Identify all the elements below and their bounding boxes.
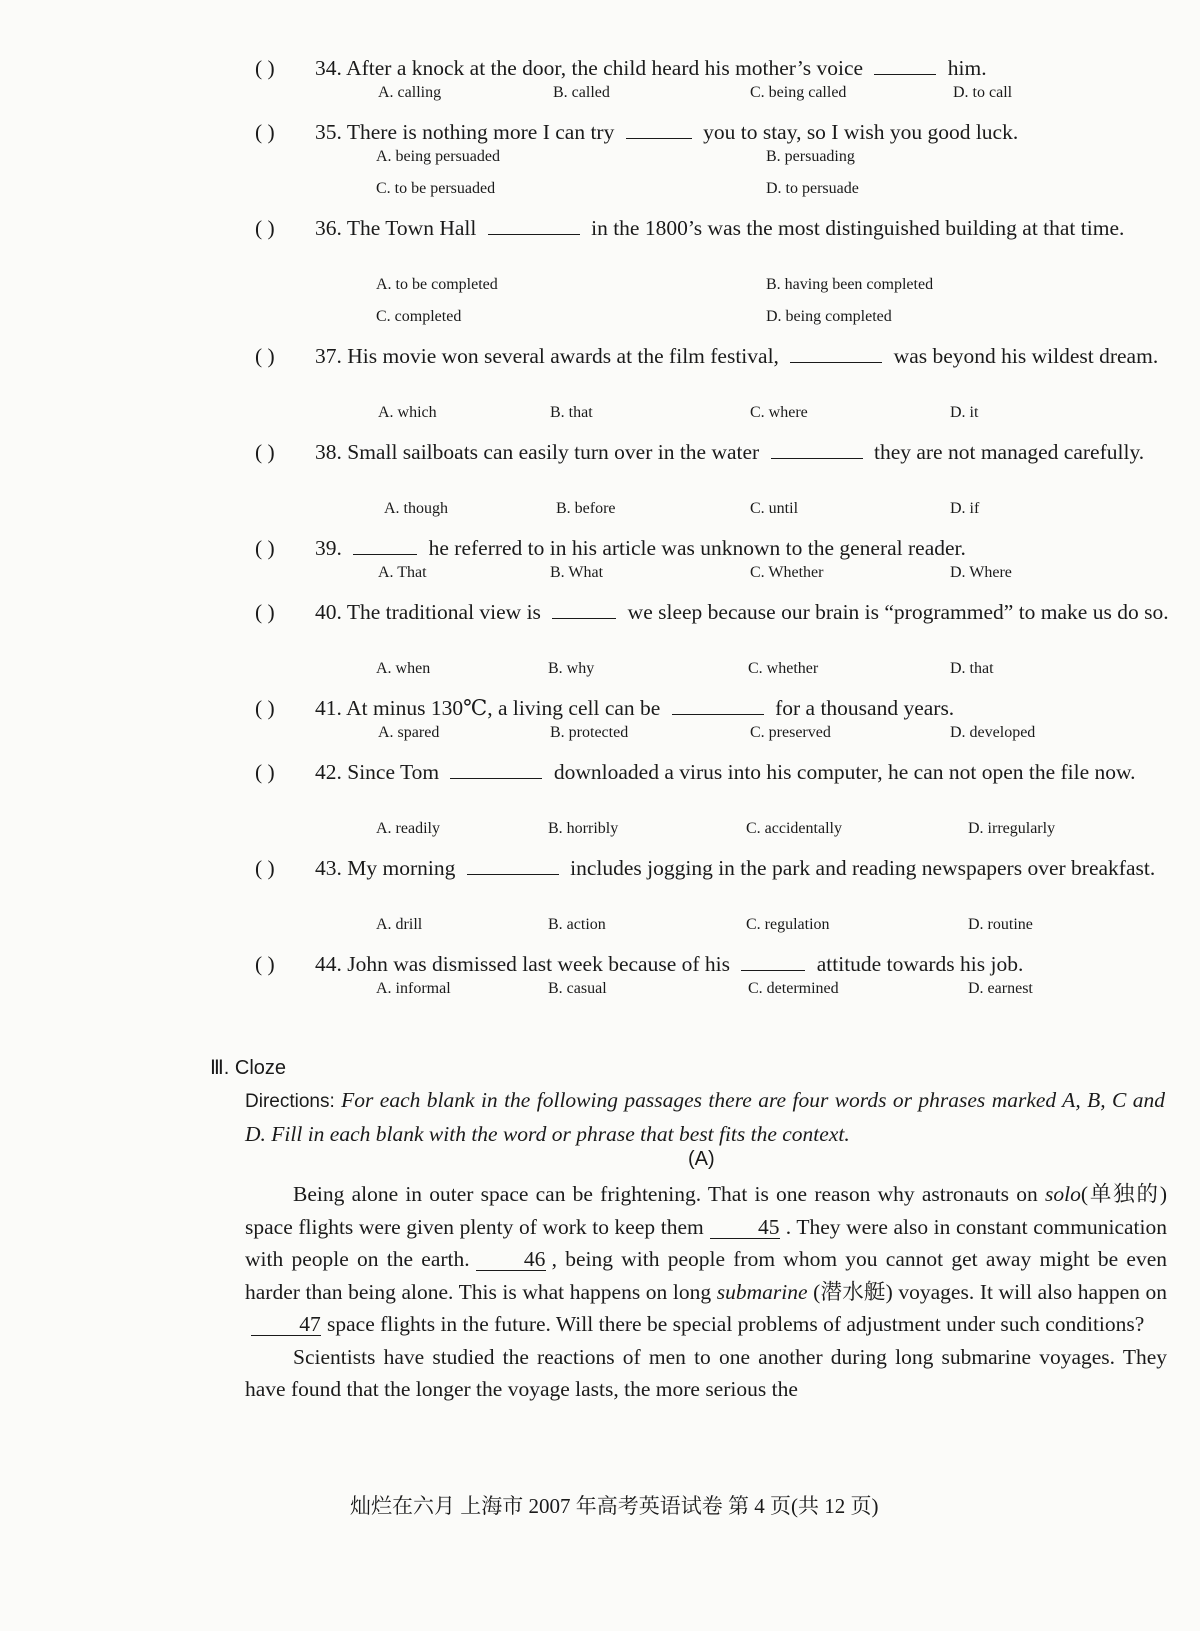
option-a[interactable]: A. which	[378, 404, 437, 421]
option-b[interactable]: B. before	[556, 500, 616, 517]
option-d[interactable]: D. if	[950, 500, 980, 517]
section-title	[210, 1055, 286, 1080]
option-c[interactable]: C. preserved	[750, 724, 831, 741]
paragraph-1: Being alone in outer space can be frightening. That is one reason why astronauts on solo(单独的) space flights were given plenty of work to keep them 45 . They were also in constant communication with people on the earth. 46 , being with people from whom you cannot get away might be even harder than being alone. This is what happens on long submarine (潜水艇) voyages. It will also happen on47 space flights in the future. Will there be special problems of adjustment under such conditions?	[245, 1182, 1167, 1336]
directions-label: Directions:	[245, 1091, 335, 1112]
question-number: 42.	[315, 760, 342, 784]
option-a[interactable]: A. calling	[378, 84, 442, 101]
option-c[interactable]: C. determined	[748, 980, 839, 997]
option-a[interactable]: A. being persuaded	[376, 148, 500, 165]
option-c[interactable]: C. Whether	[750, 564, 824, 581]
option-a[interactable]: A. readily	[376, 820, 440, 837]
question-number: 40.	[315, 600, 342, 624]
question-41	[255, 692, 1175, 724]
passage-label: (A)	[688, 1148, 715, 1170]
option-a[interactable]: A. when	[376, 660, 431, 677]
question-number: 35.	[315, 120, 342, 144]
question-stem-start: John was dismissed last week because of his	[347, 952, 730, 976]
question-39	[255, 532, 1175, 564]
question-number: 38.	[315, 440, 342, 464]
option-b[interactable]: B. casual	[548, 980, 607, 997]
question-stem-end: you to stay, so I wish you good luck.	[703, 120, 1019, 144]
option-d[interactable]: D. to persuade	[766, 180, 859, 197]
directions-text: For each blank in the following passages there are four words or phrases marked A, B, C and D. Fill in each blank with the word or phrase that best fits the context.	[245, 1088, 1165, 1146]
option-d[interactable]: D. being completed	[766, 308, 892, 325]
options-44	[376, 980, 1176, 1012]
answer-bracket[interactable]: ( )	[255, 536, 275, 560]
option-b[interactable]: B. action	[548, 916, 606, 933]
option-a[interactable]: A. to be completed	[376, 276, 498, 293]
answer-blank[interactable]	[450, 756, 542, 779]
question-stem-start: My morning	[347, 856, 456, 880]
question-stem-end: he referred to in his article was unknown to the general reader.	[428, 536, 966, 560]
option-b[interactable]: B. why	[548, 660, 595, 677]
option-d[interactable]: D. earnest	[968, 980, 1033, 997]
option-c[interactable]: C. being called	[750, 84, 847, 101]
option-b[interactable]: B. that	[550, 404, 593, 421]
option-a[interactable]: A. drill	[376, 916, 423, 933]
question-number: 36.	[315, 216, 342, 240]
answer-bracket[interactable]: ( )	[255, 600, 275, 624]
option-b[interactable]: B. called	[553, 84, 610, 101]
question-stem-start: After a knock at the door, the child heard his mother’s voice	[346, 56, 864, 80]
question-stem-start: Since Tom	[347, 760, 440, 784]
page-footer: 灿烂在六月 上海市 2007 年高考英语试卷 第 4 页(共 12 页)	[350, 1494, 879, 1518]
option-b[interactable]: B. having been completed	[766, 276, 934, 293]
question-stem-end: downloaded a virus into his computer, he can not open the file now.	[553, 760, 1136, 784]
answer-bracket[interactable]: ( )	[255, 760, 275, 784]
answer-blank[interactable]	[874, 52, 936, 75]
option-c[interactable]: C. regulation	[746, 916, 830, 933]
options-36-row1	[376, 276, 1176, 308]
question-stem-start: The Town Hall	[346, 216, 477, 240]
question-stem-start: Small sailboats can easily turn over in the water	[347, 440, 760, 464]
option-c[interactable]: C. until	[750, 500, 799, 517]
option-a[interactable]: A. informal	[376, 980, 451, 997]
options-38	[384, 500, 1184, 532]
options-43	[376, 916, 1176, 948]
options-41	[378, 724, 1178, 756]
question-number: 34.	[315, 56, 342, 80]
cloze-blank-47[interactable]: 47	[251, 1313, 321, 1336]
question-stem-end: was beyond his wildest dream.	[893, 344, 1159, 368]
question-number: 44.	[315, 952, 342, 976]
question-37	[255, 340, 1175, 404]
answer-blank[interactable]	[790, 340, 882, 363]
question-number: 39.	[315, 536, 342, 560]
option-d[interactable]: D. developed	[950, 724, 1036, 741]
section-numeral: Ⅲ.	[210, 1057, 230, 1079]
options-35-row2	[376, 180, 1176, 212]
answer-blank[interactable]	[488, 212, 580, 235]
cloze-blank-46[interactable]: 46	[476, 1248, 546, 1271]
option-a[interactable]: A. though	[384, 500, 448, 517]
options-37	[378, 404, 1178, 436]
option-d[interactable]: D. irregularly	[968, 820, 1056, 837]
question-42	[255, 756, 1175, 820]
question-number: 37.	[315, 344, 342, 368]
question-35	[255, 116, 1175, 148]
answer-blank[interactable]	[672, 692, 764, 715]
option-d[interactable]: D. it	[950, 404, 979, 421]
answer-bracket[interactable]: ( )	[255, 856, 275, 880]
option-a[interactable]: A. That	[378, 564, 427, 581]
options-35-row1	[376, 148, 1176, 180]
question-40	[255, 596, 1175, 660]
option-c[interactable]: C. to be persuaded	[376, 180, 496, 197]
option-c[interactable]: C. whether	[748, 660, 819, 677]
option-c[interactable]: C. accidentally	[746, 820, 842, 837]
answer-blank[interactable]	[353, 532, 417, 555]
answer-bracket[interactable]: ( )	[255, 440, 275, 464]
answer-bracket[interactable]: ( )	[255, 344, 275, 368]
option-c[interactable]: C. completed	[376, 308, 462, 325]
cloze-blank-45[interactable]: 45	[710, 1216, 780, 1239]
option-d[interactable]: D. that	[950, 660, 994, 677]
answer-blank[interactable]	[626, 116, 692, 139]
option-d[interactable]: D. Where	[950, 564, 1012, 581]
options-34	[378, 84, 1178, 116]
answer-blank[interactable]	[467, 852, 559, 875]
answer-blank[interactable]	[552, 596, 616, 619]
option-b[interactable]: B. protected	[550, 724, 629, 741]
question-43	[255, 852, 1175, 916]
option-b[interactable]: B. persuading	[766, 148, 855, 165]
answer-blank[interactable]	[771, 436, 863, 459]
options-40	[376, 660, 1176, 692]
question-stem-end: includes jogging in the park and reading newspapers over breakfast.	[570, 856, 1156, 880]
passage-a	[245, 1178, 1167, 1406]
paragraph-2: Scientists have studied the reactions of men to one another during long submarine voyages. They have found that the longer the voyage lasts, the more serious the	[245, 1344, 1167, 1401]
answer-bracket[interactable]: ( )	[255, 120, 275, 144]
answer-bracket[interactable]: ( )	[255, 56, 275, 80]
option-a[interactable]: A. spared	[378, 724, 440, 741]
question-stem-end: in the 1800’s was the most distinguished building at that time.	[591, 216, 1125, 240]
question-stem-end: him.	[947, 56, 987, 80]
question-number: 41.	[315, 696, 342, 720]
option-d[interactable]: D. to call	[953, 84, 1013, 101]
options-42	[376, 820, 1176, 852]
option-b[interactable]: B. What	[550, 564, 604, 581]
directions	[245, 1084, 1165, 1150]
answer-bracket[interactable]: ( )	[255, 696, 275, 720]
answer-bracket[interactable]: ( )	[255, 952, 275, 976]
question-stem-start: The traditional view is	[346, 600, 541, 624]
question-36	[255, 212, 1175, 276]
question-stem-end: for a thousand years.	[775, 696, 955, 720]
question-stem-start: There is nothing more I can try	[346, 120, 615, 144]
question-stem-start: His movie won several awards at the film festival,	[347, 344, 779, 368]
option-c[interactable]: C. where	[750, 404, 808, 421]
question-38	[255, 436, 1175, 500]
option-b[interactable]: B. horribly	[548, 820, 619, 837]
option-d[interactable]: D. routine	[968, 916, 1033, 933]
options-39	[378, 564, 1178, 596]
question-stem-end: they are not managed carefully.	[873, 440, 1145, 464]
question-stem-end: attitude towards his job.	[816, 952, 1024, 976]
answer-blank[interactable]	[741, 948, 805, 971]
question-stem-end: we sleep because our brain is “programmed” to make us do so.	[627, 600, 1169, 624]
section-name: Cloze	[229, 1057, 287, 1079]
question-number: 43.	[315, 856, 342, 880]
question-stem-start: At minus 130℃, a living cell can be	[346, 696, 661, 720]
question-44	[255, 948, 1175, 980]
options-36-row2	[376, 308, 1176, 340]
answer-bracket[interactable]: ( )	[255, 216, 275, 240]
